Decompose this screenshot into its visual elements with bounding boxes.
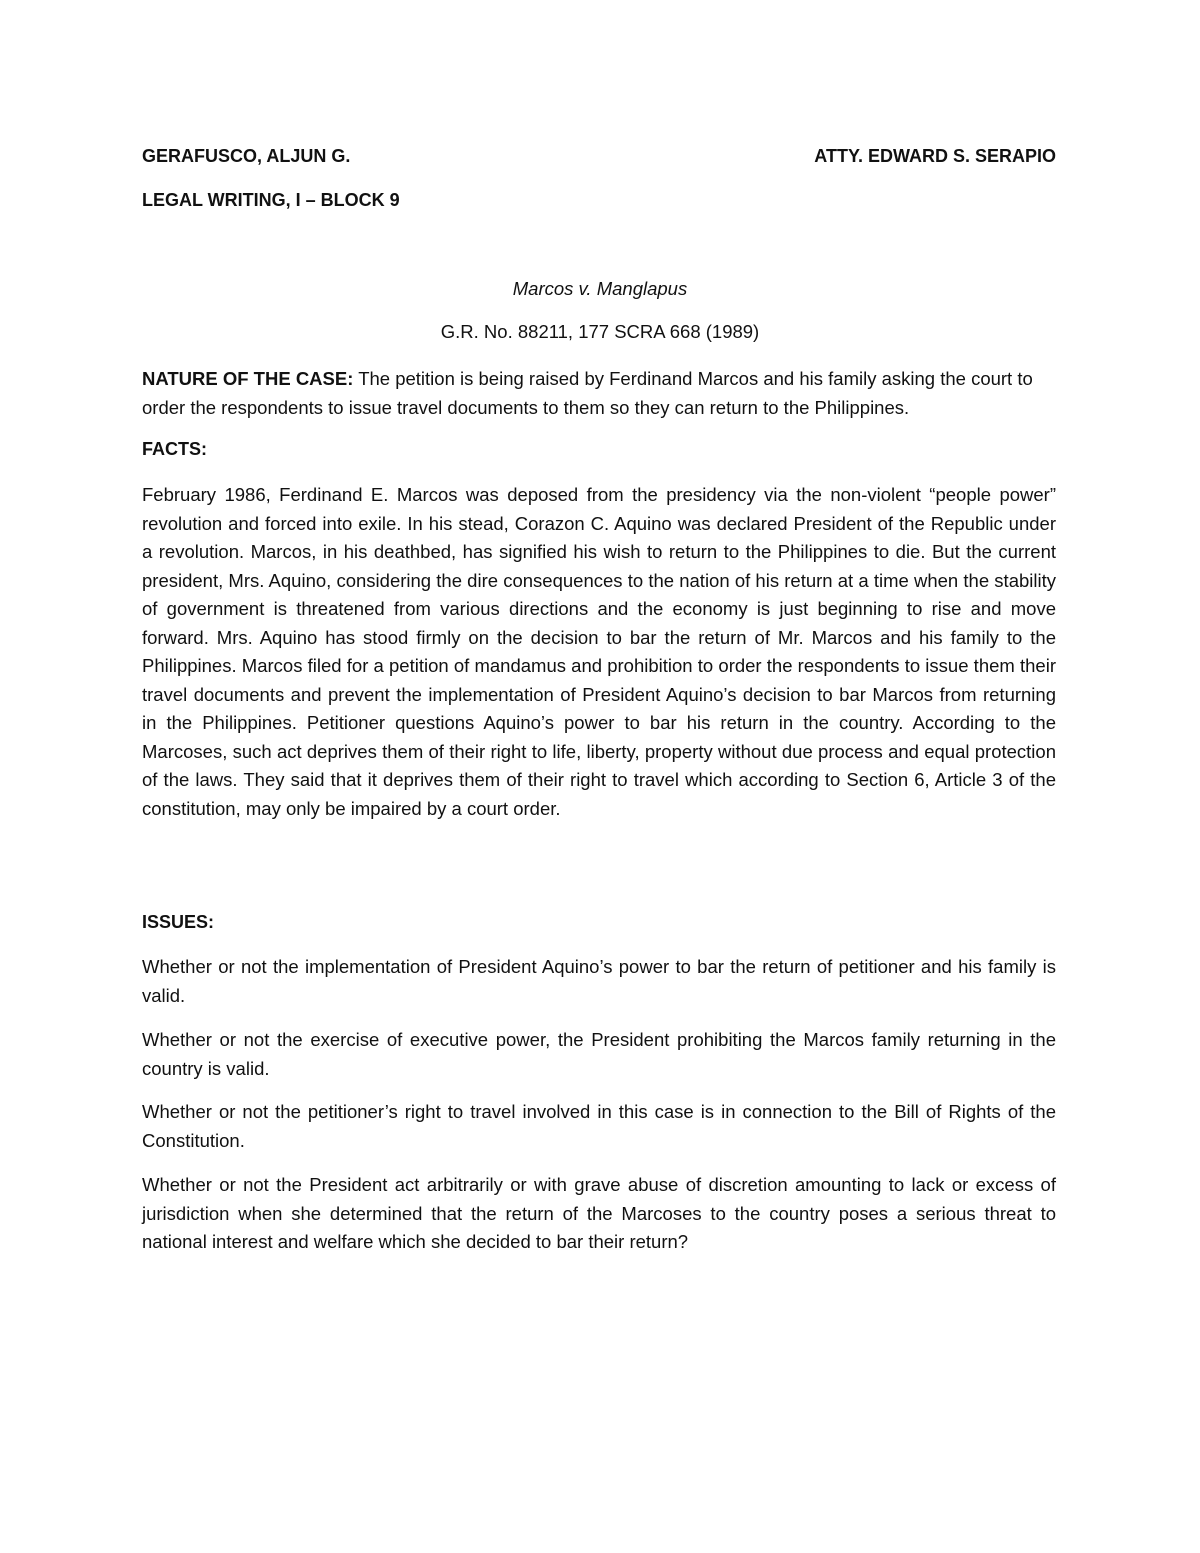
issue-item: Whether or not the exercise of executive power, the President prohibiting the Marcos family returning in the country is valid.	[142, 1029, 1056, 1079]
issue-item: Whether or not the President act arbitrarily or with grave abuse of discretion amounting to lack or excess of jurisdiction when she determined that the return of the Marcoses to the country poses a serious threat to national interest and welfare which she decided to bar their return?	[142, 1174, 1056, 1252]
issue-item: Whether or not the petitioner’s right to travel involved in this case is in connection to the Bill of Rights of the Constitution.	[142, 1101, 1056, 1151]
case-title: Marcos v. Manglapus	[512, 278, 688, 299]
issue-item: Whether or not the implementation of President Aquino’s power to bar the return of petitioner and his family is valid.	[142, 956, 1056, 1006]
nature-of-case-text: The petition is being raised by Ferdinand Marcos and his family asking the court to order the respondents to issue travel documents to them so they can return to the Philippines.	[142, 368, 1033, 418]
facts-heading: FACTS:	[142, 439, 207, 459]
case-citation: G.R. No. 88211, 177 SCRA 668 (1989)	[440, 321, 760, 342]
course-label: LEGAL WRITING, I – BLOCK 9	[142, 190, 400, 210]
issues-heading: ISSUES:	[142, 912, 215, 932]
nature-of-case-label: NATURE OF THE CASE:	[142, 368, 354, 389]
nature-of-case-paragraph	[142, 365, 1056, 422]
student-name: GERAFUSCO, ALJUN G.	[142, 146, 351, 166]
instructor-name: ATTY. EDWARD S. SERAPIO	[814, 146, 1056, 166]
document-header	[142, 146, 1056, 167]
facts-paragraph: February 1986, Ferdinand E. Marcos was deposed from the presidency via the non-violent “people power” revolution and forced into exile. In his stead, Corazon C. Aquino was declared President of the Republic under a revolution. Marcos, in his deathbed, has signified his wish to return to the Philippines to die. But the current president, Mrs. Aquino, considering the dire consequences to the nation of his return at a time when the stability of government is threatened from various directions and the economy is just beginning to rise and move forward. Mrs. Aquino has stood firmly on the decision to bar the return of Mr. Marcos and his family to the Philippines. Marcos filed for a petition of mandamus and prohibition to order the respondents to issue them their travel documents and prevent the implementation of President Aquino’s decision to bar Marcos from returning in the Philippines. Petitioner questions Aquino’s power to bar his return in the country. According to the Marcoses, such act deprives them of their right to life, liberty, property without due process and equal protection of the laws. They said that it deprives them of their right to travel which according to Section 6, Article 3 of the constitution, may only be impaired by a court order.	[142, 484, 1056, 819]
